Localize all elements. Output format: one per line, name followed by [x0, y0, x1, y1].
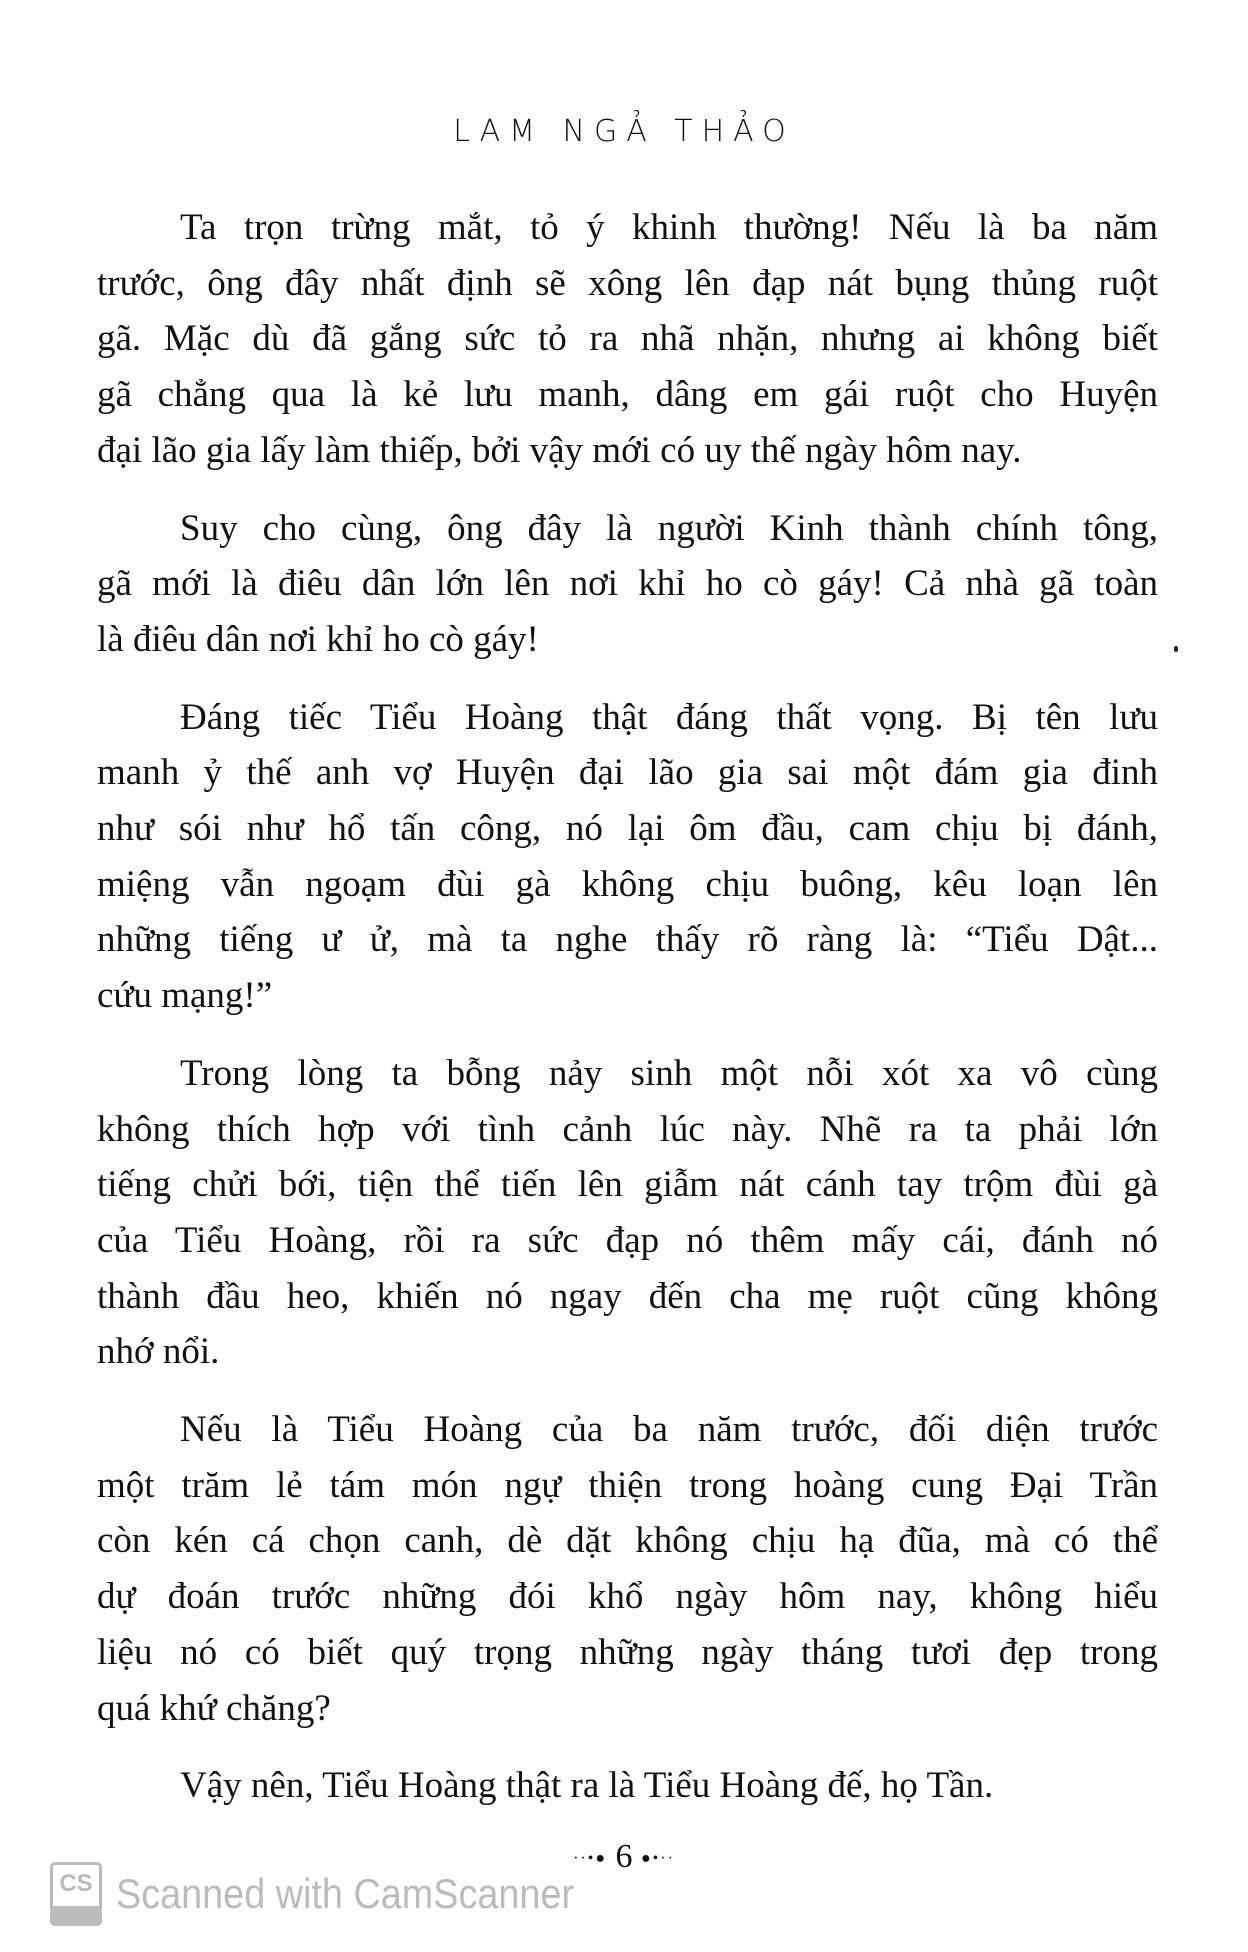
text-line — [97, 912, 1158, 968]
text-line — [97, 1269, 1158, 1325]
text-line-content: không thích hợp với tình cảnh lúc này. Nhẽ ra ta phải lớn — [97, 1108, 1158, 1150]
text-line — [97, 311, 1158, 367]
text-line-content: thành đầu heo, khiến nó ngay đến cha mẹ ruột cũng không — [97, 1275, 1158, 1317]
text-line-content: những tiếng ư ử, mà ta nghe thấy rõ ràng là: “Tiểu Dật... — [97, 919, 1158, 961]
text-line-content: còn kén cá chọn canh, dè dặt không chịu hạ đũa, mà có thể — [97, 1520, 1158, 1562]
text-line — [97, 1458, 1158, 1514]
text-line — [97, 1157, 1158, 1213]
text-line-content: manh ỷ thế anh vợ Huyện đại lão gia sai một đám gia đinh — [97, 752, 1158, 794]
text-line-content: gã chẳng qua là kẻ lưu manh, dâng em gái ruột cho Huyện — [97, 374, 1158, 416]
text-line — [97, 1102, 1158, 1158]
text-line-content: dự đoán trước những đói khổ ngày hôm nay, không hiểu — [97, 1576, 1158, 1618]
text-line-content: trước, ông đây nhất định sẽ xông lên đạp nát bụng thủng ruột — [97, 262, 1158, 304]
text-line — [180, 501, 1158, 557]
text-line — [97, 1513, 1158, 1569]
text-line-content: Suy cho cùng, ông đây là người Kinh thành chính tông, — [180, 507, 1158, 549]
scan-speck — [1174, 646, 1178, 652]
camscanner-logo-icon — [50, 1862, 102, 1926]
text-line — [97, 1213, 1158, 1269]
text-line — [97, 612, 1158, 668]
text-line-content: của Tiểu Hoàng, rồi ra sức đạp nó thêm mấy cái, đánh nó — [97, 1219, 1158, 1261]
page-number-value: 6 — [615, 1838, 633, 1875]
text-line-content: Vậy nên, Tiểu Hoàng thật ra là Tiểu Hoàng đế, họ Tần. — [180, 1765, 994, 1807]
text-line-content: gã mới là điêu dân lớn lên nơi khỉ ho cò gáy! Cả nhà gã toàn — [97, 563, 1158, 605]
text-line-content: một trăm lẻ tám món ngự thiện trong hoàng cung Đại Trần — [97, 1464, 1158, 1506]
text-line — [97, 423, 1158, 479]
camscanner-logo-text: CS — [59, 1870, 93, 1897]
camscanner-watermark — [50, 1862, 625, 1926]
text-line — [97, 968, 1158, 1024]
text-line-content: như sói như hổ tấn công, nó lại ôm đầu, cam chịu bị đánh, — [97, 808, 1158, 849]
text-line-content: Nếu là Tiểu Hoàng của ba năm trước, đối diện trước — [180, 1409, 1158, 1450]
text-line-content: cứu mạng!” — [97, 975, 273, 1017]
page-dots-left: ··•● — [573, 1850, 607, 1868]
text-line — [97, 1625, 1158, 1681]
text-line-content: Đáng tiếc Tiểu Hoàng thật đáng thất vọng. Bị tên lưu — [180, 696, 1158, 738]
text-line-content: Ta trọn trừng mắt, tỏ ý khinh thường! Nếu là ba năm — [180, 207, 1158, 248]
text-line-content: liệu nó có biết quý trọng những ngày tháng tươi đẹp trong — [97, 1631, 1158, 1673]
running-header: LAM NGẢ THẢO — [453, 114, 795, 149]
text-line-content: Trong lòng ta bỗng nảy sinh một nỗi xót xa vô cùng — [180, 1052, 1158, 1094]
text-line — [180, 1758, 1158, 1814]
text-line-content: miệng vẫn ngoạm đùi gà không chịu buông, kêu loạn lên — [97, 863, 1158, 905]
text-line — [97, 857, 1158, 913]
text-line — [180, 690, 1158, 746]
text-line — [97, 801, 1158, 857]
page-dots-right: ●•·· — [641, 1850, 675, 1868]
text-line — [97, 556, 1158, 612]
text-line-content: gã. Mặc dù đã gắng sức tỏ ra nhã nhặn, nhưng ai không biết — [97, 318, 1158, 360]
text-line-content: đại lão gia lấy làm thiếp, bởi vậy mới có uy thế ngày hôm nay. — [97, 429, 1022, 471]
text-line-content: tiếng chửi bới, tiện thể tiến lên giẫm nát cánh tay trộm đùi gà — [97, 1164, 1158, 1206]
text-line — [97, 1681, 1158, 1737]
text-line — [97, 367, 1158, 423]
text-line — [97, 1569, 1158, 1625]
text-line — [180, 1046, 1158, 1102]
text-line — [97, 256, 1158, 312]
watermark-text: Scanned with CamScanner — [116, 1870, 575, 1917]
text-line — [97, 1324, 1158, 1380]
text-line-content: quá khứ chăng? — [97, 1687, 331, 1729]
text-line — [97, 745, 1158, 801]
text-line-content: nhớ nổi. — [97, 1331, 220, 1373]
text-line — [180, 1402, 1158, 1458]
text-line-content: là điêu dân nơi khỉ ho cò gáy! — [97, 618, 539, 660]
text-line — [180, 200, 1158, 256]
